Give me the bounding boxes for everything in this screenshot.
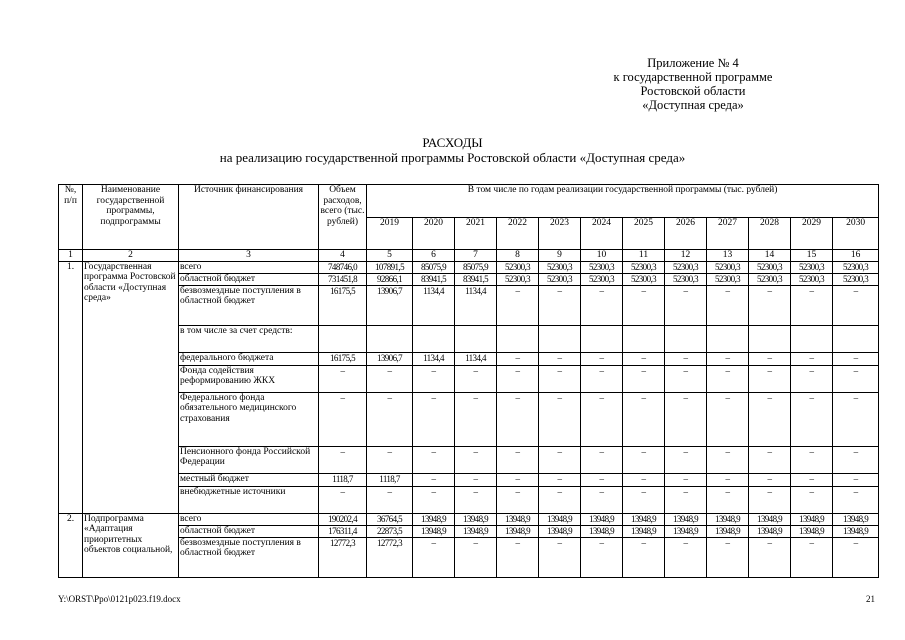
year-value: 52300,3 (539, 273, 581, 285)
year-value: – (833, 285, 879, 325)
year-value: 12772,3 (367, 537, 413, 577)
expenses-table (58, 184, 879, 578)
funding-source: всего (179, 261, 319, 273)
year-value: 13906,7 (367, 352, 413, 365)
title-main: РАСХОДЫ (422, 135, 483, 150)
year-value: 52300,3 (833, 273, 879, 285)
year-value: 52300,3 (623, 273, 665, 285)
table-row (59, 525, 879, 537)
year-value: – (455, 473, 497, 486)
year-value: – (539, 352, 581, 365)
year-value: 52300,3 (581, 261, 623, 273)
year-value: 13948,9 (791, 513, 833, 525)
funding-source: местный бюджет (179, 473, 319, 486)
year-value: 52300,3 (665, 273, 707, 285)
year-value: – (539, 365, 581, 392)
year-value (581, 325, 623, 352)
header-year: 2024 (581, 217, 623, 250)
year-value: – (749, 537, 791, 577)
year-value: – (623, 486, 665, 513)
title-sub: на реализацию государственной программы Ростовской области «Доступная среда» (219, 150, 686, 165)
year-value: – (455, 446, 497, 473)
year-value: – (665, 537, 707, 577)
funding-source: областной бюджет (179, 525, 319, 537)
year-value: – (833, 365, 879, 392)
column-number: 12 (665, 250, 707, 262)
year-value: 36764,5 (367, 513, 413, 525)
year-value: – (665, 392, 707, 446)
year-value: – (707, 285, 749, 325)
year-value: 52300,3 (497, 261, 539, 273)
header-num: №, п/п (59, 185, 83, 250)
year-value: – (791, 537, 833, 577)
year-value: – (833, 392, 879, 446)
year-value: – (497, 285, 539, 325)
appendix-line-4: «Доступная среда» (642, 98, 744, 112)
year-value: – (581, 285, 623, 325)
year-value (497, 325, 539, 352)
table-row (59, 537, 879, 577)
year-value: – (791, 486, 833, 513)
header-by-years: В том числе по годам реализации государственной программы (тыс. рублей) (367, 185, 879, 218)
year-value: 13948,9 (749, 525, 791, 537)
year-value: 52300,3 (581, 273, 623, 285)
year-value: – (707, 486, 749, 513)
year-value: – (413, 365, 455, 392)
year-value: – (623, 446, 665, 473)
column-number: 7 (455, 250, 497, 262)
year-value: – (413, 537, 455, 577)
year-value: – (665, 285, 707, 325)
year-value: – (413, 473, 455, 486)
column-number: 9 (539, 250, 581, 262)
funding-source: внебюджетные источники (179, 486, 319, 513)
header-year: 2029 (791, 217, 833, 250)
year-value: – (497, 352, 539, 365)
year-value: 83941,5 (413, 273, 455, 285)
header-year: 2027 (707, 217, 749, 250)
year-value: 13948,9 (749, 513, 791, 525)
year-value: – (413, 392, 455, 446)
year-value: – (623, 365, 665, 392)
column-number: 5 (367, 250, 413, 262)
year-value: 85075,9 (413, 261, 455, 273)
table-row (59, 513, 879, 525)
year-value: 1134,4 (413, 285, 455, 325)
year-value (791, 325, 833, 352)
table-row (59, 352, 879, 365)
column-number: 2 (83, 250, 179, 262)
total-value: – (319, 392, 367, 446)
column-number: 13 (707, 250, 749, 262)
year-value: 13948,9 (623, 525, 665, 537)
year-value (367, 325, 413, 352)
header-year: 2028 (749, 217, 791, 250)
year-value: 52300,3 (707, 273, 749, 285)
year-value (413, 325, 455, 352)
year-value: – (413, 446, 455, 473)
header-year: 2019 (367, 217, 413, 250)
header-year: 2021 (455, 217, 497, 250)
year-value: 13948,9 (791, 525, 833, 537)
year-value: 13948,9 (707, 525, 749, 537)
year-value: 52300,3 (791, 261, 833, 273)
column-number: 8 (497, 250, 539, 262)
column-number: 16 (833, 250, 879, 262)
year-value: – (539, 473, 581, 486)
program-name: Подпрограмма «Адаптация приоритетных объектов социальной, (83, 513, 179, 577)
year-value: – (665, 446, 707, 473)
total-value: – (319, 446, 367, 473)
year-value: – (497, 446, 539, 473)
year-value: 13948,9 (539, 513, 581, 525)
year-value: 52300,3 (749, 261, 791, 273)
total-value: 16175,5 (319, 285, 367, 325)
year-value: – (749, 352, 791, 365)
column-number: 10 (581, 250, 623, 262)
header-year: 2022 (497, 217, 539, 250)
table-row (59, 392, 879, 446)
header-year: 2020 (413, 217, 455, 250)
year-value: 52300,3 (791, 273, 833, 285)
year-value: 52300,3 (497, 273, 539, 285)
year-value: – (367, 486, 413, 513)
year-value: – (497, 486, 539, 513)
year-value: – (581, 352, 623, 365)
year-value: – (623, 537, 665, 577)
year-value: 1118,7 (367, 473, 413, 486)
appendix-note (563, 56, 823, 112)
year-value: – (455, 365, 497, 392)
year-value: – (665, 486, 707, 513)
year-value (665, 325, 707, 352)
year-value: – (497, 365, 539, 392)
funding-source: Федерального фонда обязательного медицинского страхования (179, 392, 319, 446)
year-value: 52300,3 (539, 261, 581, 273)
year-value: – (623, 392, 665, 446)
year-value: – (749, 365, 791, 392)
year-value: – (665, 352, 707, 365)
year-value: – (749, 392, 791, 446)
total-value: 190202,4 (319, 513, 367, 525)
footer-page-number: 21 (866, 594, 875, 604)
year-value: – (623, 473, 665, 486)
year-value: – (497, 392, 539, 446)
header-year: 2023 (539, 217, 581, 250)
table-row (59, 261, 879, 273)
year-value: – (665, 365, 707, 392)
year-value: – (497, 473, 539, 486)
year-value: – (539, 537, 581, 577)
appendix-line-1: Приложение № 4 (647, 56, 739, 70)
year-value: 52300,3 (623, 261, 665, 273)
year-value: 13948,9 (581, 525, 623, 537)
funding-source: Пенсионного фонда Российской Федерации (179, 446, 319, 473)
year-value: – (367, 392, 413, 446)
funding-source: безвозмездные поступления в областной бюджет (179, 285, 319, 325)
year-value: – (791, 446, 833, 473)
year-value: 92866,1 (367, 273, 413, 285)
year-value: 52300,3 (833, 261, 879, 273)
year-value: – (455, 537, 497, 577)
total-value (319, 325, 367, 352)
year-value: 1134,4 (455, 285, 497, 325)
year-value: 13948,9 (455, 513, 497, 525)
column-number: 4 (319, 250, 367, 262)
year-value: 13948,9 (581, 513, 623, 525)
year-value: 52300,3 (665, 261, 707, 273)
year-value: – (791, 392, 833, 446)
year-value: – (791, 365, 833, 392)
year-value: – (833, 473, 879, 486)
table-row (59, 486, 879, 513)
year-value (707, 325, 749, 352)
row-number: 1. (59, 261, 83, 513)
year-value: 13906,7 (367, 285, 413, 325)
year-value: – (539, 392, 581, 446)
year-value: – (367, 446, 413, 473)
year-value: – (707, 392, 749, 446)
document-title (0, 135, 905, 165)
column-number: 11 (623, 250, 665, 262)
table-row (59, 473, 879, 486)
year-value: 85075,9 (455, 261, 497, 273)
year-value: 1134,4 (455, 352, 497, 365)
table-row (59, 365, 879, 392)
year-value: 107891,5 (367, 261, 413, 273)
year-value: 52300,3 (707, 261, 749, 273)
year-value: 13948,9 (413, 525, 455, 537)
header-total: Объем расходов, всего (тыс. рублей) (319, 185, 367, 250)
year-value: 52300,3 (749, 273, 791, 285)
total-value: 1118,7 (319, 473, 367, 486)
year-value: – (749, 486, 791, 513)
funding-source: федерального бюджета (179, 352, 319, 365)
appendix-line-3: Ростовской области (640, 84, 746, 98)
funding-source: в том числе за счет средств: (179, 325, 319, 352)
header-row-top (59, 185, 879, 218)
year-value (623, 325, 665, 352)
year-value: 13948,9 (497, 525, 539, 537)
year-value: 13948,9 (497, 513, 539, 525)
year-value (749, 325, 791, 352)
funding-source: безвозмездные поступления в областной бюджет (179, 537, 319, 577)
year-value: – (539, 285, 581, 325)
year-value: 22873,5 (367, 525, 413, 537)
year-value: – (497, 537, 539, 577)
year-value: 1134,4 (413, 352, 455, 365)
year-value: – (749, 446, 791, 473)
column-number: 3 (179, 250, 319, 262)
header-year: 2025 (623, 217, 665, 250)
column-numbers-row (59, 250, 879, 262)
year-value: – (623, 285, 665, 325)
year-value: – (707, 365, 749, 392)
year-value: – (623, 352, 665, 365)
year-value: 83941,5 (455, 273, 497, 285)
year-value: – (539, 446, 581, 473)
total-value: 176311,4 (319, 525, 367, 537)
column-number: 14 (749, 250, 791, 262)
year-value: – (581, 537, 623, 577)
header-year: 2030 (833, 217, 879, 250)
year-value: – (707, 473, 749, 486)
funding-source: областной бюджет (179, 273, 319, 285)
year-value: 13948,9 (455, 525, 497, 537)
year-value: – (707, 352, 749, 365)
year-value: 13948,9 (665, 525, 707, 537)
total-value: 16175,5 (319, 352, 367, 365)
year-value: – (833, 446, 879, 473)
header-source: Источник финансирования (179, 185, 319, 250)
header-name: Наименование государственной программы, подпрограммы (83, 185, 179, 250)
total-value: – (319, 486, 367, 513)
year-value: – (749, 285, 791, 325)
total-value: – (319, 365, 367, 392)
year-value: – (833, 486, 879, 513)
year-value: – (707, 446, 749, 473)
year-value: – (539, 486, 581, 513)
year-value: – (833, 537, 879, 577)
year-value: – (581, 473, 623, 486)
year-value: 13948,9 (833, 513, 879, 525)
row-number: 2. (59, 513, 83, 577)
table-row (59, 285, 879, 325)
year-value: – (581, 446, 623, 473)
year-value: 13948,9 (413, 513, 455, 525)
column-number: 15 (791, 250, 833, 262)
total-value: 12772,3 (319, 537, 367, 577)
year-value: – (791, 285, 833, 325)
year-value: – (581, 365, 623, 392)
year-value: – (749, 473, 791, 486)
year-value: – (367, 365, 413, 392)
table-row (59, 325, 879, 352)
year-value: – (833, 352, 879, 365)
funding-source: всего (179, 513, 319, 525)
table-row (59, 273, 879, 285)
year-value: 13948,9 (833, 525, 879, 537)
year-value: 13948,9 (539, 525, 581, 537)
year-value: – (455, 392, 497, 446)
header-year: 2026 (665, 217, 707, 250)
year-value: – (707, 537, 749, 577)
column-number: 1 (59, 250, 83, 262)
appendix-line-2: к государственной программе (613, 70, 773, 84)
footer-file-path: Y:\ORST\Ppo\0121p023.f19.docx (58, 594, 181, 604)
program-name: Государственная программа Ростовской области «Доступная среда» (83, 261, 179, 513)
year-value: – (791, 473, 833, 486)
column-number: 6 (413, 250, 455, 262)
year-value: 13948,9 (623, 513, 665, 525)
year-value: – (581, 392, 623, 446)
year-value: – (455, 486, 497, 513)
total-value: 731451,8 (319, 273, 367, 285)
year-value: 13948,9 (665, 513, 707, 525)
year-value (539, 325, 581, 352)
year-value: 13948,9 (707, 513, 749, 525)
year-value: – (665, 473, 707, 486)
table-row (59, 446, 879, 473)
year-value: – (581, 486, 623, 513)
year-value: – (791, 352, 833, 365)
year-value (455, 325, 497, 352)
year-value (833, 325, 879, 352)
funding-source: Фонда содействия реформированию ЖКХ (179, 365, 319, 392)
year-value: – (413, 486, 455, 513)
total-value: 748746,0 (319, 261, 367, 273)
table-body (59, 261, 879, 577)
